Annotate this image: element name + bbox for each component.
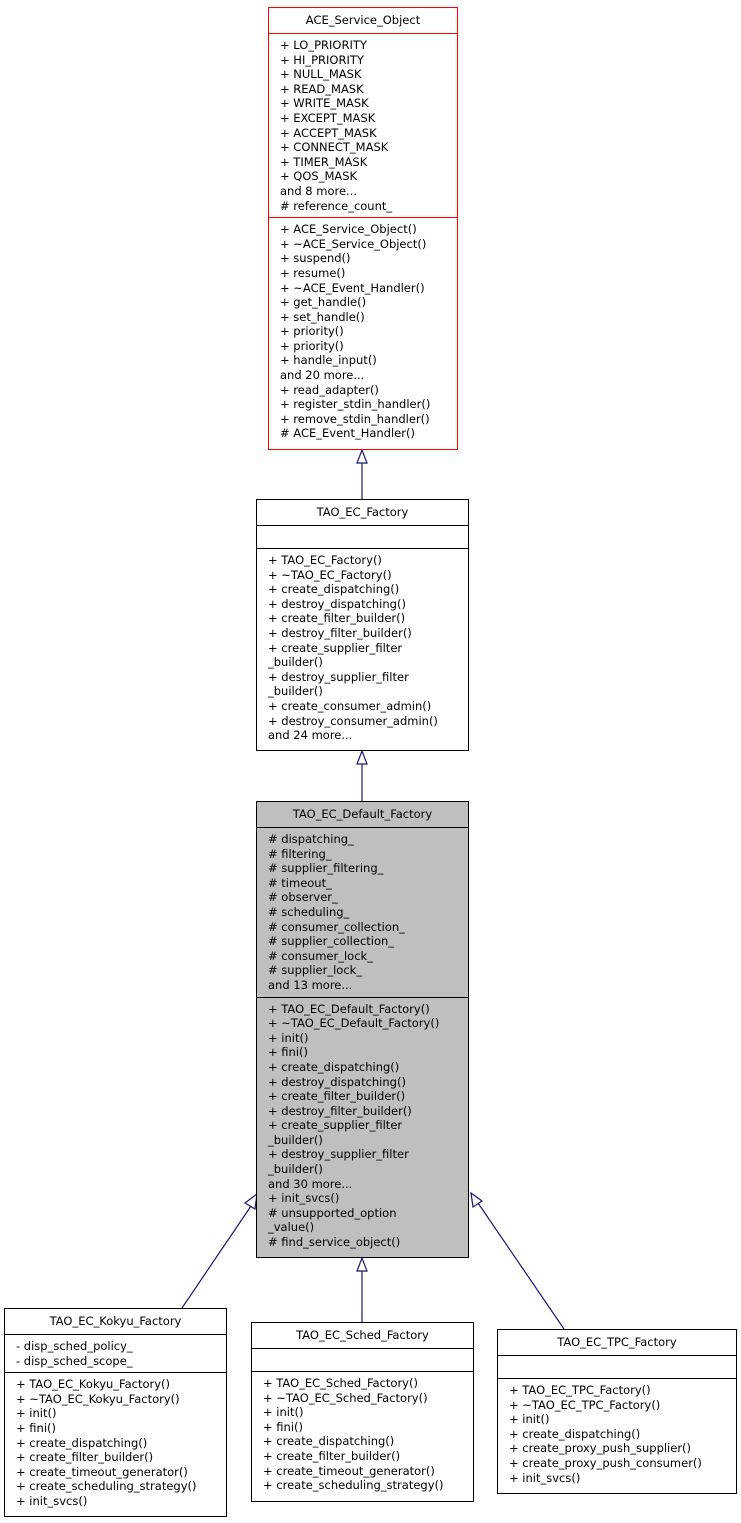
method-item: + create_scheduling_strategy(): [263, 1478, 444, 1493]
attribute-item: + LO_PRIORITY: [280, 38, 367, 52]
attribute-item: and 8 more...: [280, 183, 358, 198]
method-section: [257, 549, 468, 747]
class-tao-ec-factory[interactable]: [256, 499, 469, 751]
attribute-item: # supplier_filtering_: [268, 861, 384, 876]
method-item: + fini(): [263, 1419, 303, 1434]
method-item: + create_filter_builder(): [268, 611, 406, 626]
class-tao-ec-sched-factory[interactable]: [251, 1322, 474, 1502]
method-item: _builder(): [268, 1162, 323, 1177]
method-item: + init_svcs(): [509, 1470, 581, 1485]
method-item: # unsupported_option: [268, 1205, 397, 1220]
method-item: + ~TAO_EC_Sched_Factory(): [263, 1390, 428, 1405]
attribute-section: [269, 34, 457, 218]
attribute-section: [5, 1335, 226, 1373]
method-item: + ~TAO_EC_Default_Factory(): [268, 1016, 440, 1031]
method-item: + init(): [509, 1412, 550, 1427]
method-item: + init(): [263, 1405, 304, 1420]
method-item: + handle_input(): [280, 353, 377, 368]
attribute-item: # consumer_collection_: [268, 919, 405, 934]
method-item: + create_proxy_push_consumer(): [509, 1455, 702, 1470]
method-item: + get_handle(): [280, 295, 367, 310]
method-item: + create_timeout_generator(): [263, 1463, 435, 1478]
method-item: and 20 more...: [280, 368, 365, 383]
method-item: + TAO_EC_Factory(): [268, 553, 382, 567]
attribute-item: # observer_: [268, 890, 338, 905]
method-item: + suspend(): [280, 251, 351, 266]
class-title: ACE_Service_Object: [269, 8, 457, 34]
method-item: + create_supplier_filter: [268, 640, 403, 655]
attribute-item: + NULL_MASK: [280, 67, 362, 82]
method-item: + ~TAO_EC_Kokyu_Factory(): [16, 1391, 180, 1406]
method-item: + create_consumer_admin(): [268, 698, 432, 713]
method-item: + destroy_supplier_filter: [268, 669, 409, 684]
attribute-item: + WRITE_MASK: [280, 96, 369, 111]
attribute-item: + EXCEPT_MASK: [280, 110, 376, 125]
method-item: + destroy_filter_builder(): [268, 625, 412, 640]
arrowhead-default-from-tpc: [471, 1193, 482, 1207]
method-item: + create_proxy_push_supplier(): [509, 1441, 692, 1456]
method-item: + create_dispatching(): [263, 1434, 395, 1449]
method-section: [252, 1372, 473, 1497]
class-ace-service-object[interactable]: [268, 7, 458, 450]
method-item: + create_filter_builder(): [16, 1450, 154, 1465]
attribute-item: + QOS_MASK: [280, 169, 358, 184]
attribute-item: # scheduling_: [268, 904, 350, 919]
attribute-section: [257, 828, 468, 998]
method-item: + ~ACE_Service_Object(): [280, 236, 427, 251]
method-item: + create_filter_builder(): [263, 1448, 401, 1463]
attribute-item: + TIMER_MASK: [280, 154, 368, 169]
class-title: TAO_EC_Default_Factory: [257, 802, 468, 828]
method-section: [269, 218, 457, 445]
attribute-item: + CONNECT_MASK: [280, 140, 389, 155]
method-item: + TAO_EC_Kokyu_Factory(): [16, 1377, 171, 1392]
method-item: + TAO_EC_Sched_Factory(): [263, 1376, 418, 1390]
method-item: + create_dispatching(): [16, 1435, 148, 1450]
method-item: and 24 more...: [268, 728, 353, 743]
method-item: + destroy_dispatching(): [268, 596, 406, 611]
attribute-item: and 13 more...: [268, 977, 353, 992]
attribute-item: # supplier_collection_: [268, 934, 395, 949]
method-item: _value(): [268, 1220, 315, 1235]
method-item: # find_service_object(): [268, 1235, 401, 1250]
attribute-item: + HI_PRIORITY: [280, 52, 364, 67]
edge-tpc-to-default: [478, 1203, 564, 1329]
attribute-item: - disp_sched_scope_: [16, 1353, 133, 1368]
method-item: + create_scheduling_strategy(): [16, 1479, 197, 1494]
method-item: + priority(): [280, 324, 344, 339]
method-item: + destroy_consumer_admin(): [268, 713, 438, 728]
method-item: # ACE_Event_Handler(): [280, 426, 415, 441]
method-item: + init(): [268, 1030, 309, 1045]
attribute-section: [252, 1349, 473, 1372]
method-item: + create_supplier_filter: [268, 1118, 403, 1133]
class-tao-ec-default-factory[interactable]: [256, 801, 469, 1258]
method-item: + register_stdin_handler(): [280, 397, 431, 412]
method-item: + init_svcs(): [268, 1191, 340, 1206]
class-tao-ec-kokyu-factory[interactable]: [4, 1308, 227, 1517]
attribute-item: # consumer_lock_: [268, 948, 373, 963]
method-item: + TAO_EC_TPC_Factory(): [509, 1383, 651, 1397]
attribute-item: # filtering_: [268, 846, 332, 861]
attribute-item: # timeout_: [268, 875, 332, 890]
method-section: [498, 1379, 736, 1489]
method-section: [257, 998, 468, 1254]
class-title: TAO_EC_TPC_Factory: [498, 1330, 736, 1356]
method-item: + create_dispatching(): [509, 1426, 641, 1441]
arrowhead-factory: [357, 751, 367, 764]
arrowhead-service-object: [357, 450, 367, 463]
class-title: TAO_EC_Kokyu_Factory: [5, 1309, 226, 1335]
method-item: _builder(): [268, 684, 323, 699]
method-item: + remove_stdin_handler(): [280, 411, 430, 426]
attribute-item: # supplier_lock_: [268, 963, 363, 978]
edge-kokyu-to-default: [182, 1206, 251, 1308]
method-item: + init(): [16, 1406, 57, 1421]
method-item: + ~TAO_EC_Factory(): [268, 567, 392, 582]
attribute-section: [498, 1356, 736, 1379]
method-item: + ~TAO_EC_TPC_Factory(): [509, 1397, 661, 1412]
method-item: + create_dispatching(): [268, 1059, 400, 1074]
class-title: TAO_EC_Factory: [257, 500, 468, 526]
method-item: + fini(): [16, 1420, 56, 1435]
method-item: + destroy_supplier_filter: [268, 1147, 409, 1162]
method-item: + read_adapter(): [280, 382, 379, 397]
method-item: + TAO_EC_Default_Factory(): [268, 1001, 430, 1016]
attribute-section: [257, 526, 468, 549]
method-item: + fini(): [268, 1045, 308, 1060]
method-item: + create_filter_builder(): [268, 1089, 406, 1104]
class-title: TAO_EC_Sched_Factory: [252, 1323, 473, 1349]
attribute-item: # dispatching_: [268, 832, 354, 846]
method-item: _builder(): [268, 655, 323, 670]
method-item: + destroy_filter_builder(): [268, 1103, 412, 1118]
method-item: + ACE_Service_Object(): [280, 222, 417, 237]
attribute-item: + ACCEPT_MASK: [280, 125, 377, 140]
class-tao-ec-tpc-factory[interactable]: [497, 1329, 737, 1494]
method-item: + priority(): [280, 338, 344, 353]
arrowhead-default-from-sched: [357, 1258, 367, 1271]
method-item: + destroy_dispatching(): [268, 1074, 406, 1089]
method-item: + set_handle(): [280, 309, 365, 324]
method-item: _builder(): [268, 1132, 323, 1147]
method-item: + ~ACE_Event_Handler(): [280, 280, 425, 295]
attribute-item: # reference_count_: [280, 198, 393, 213]
method-item: and 30 more...: [268, 1176, 353, 1191]
attribute-item: - disp_sched_policy_: [16, 1339, 133, 1353]
method-item: + create_timeout_generator(): [16, 1464, 188, 1479]
attribute-item: + READ_MASK: [280, 81, 364, 96]
method-item: + resume(): [280, 265, 346, 280]
method-section: [5, 1373, 226, 1512]
method-item: + init_svcs(): [16, 1493, 88, 1508]
method-item: + create_dispatching(): [268, 582, 400, 597]
